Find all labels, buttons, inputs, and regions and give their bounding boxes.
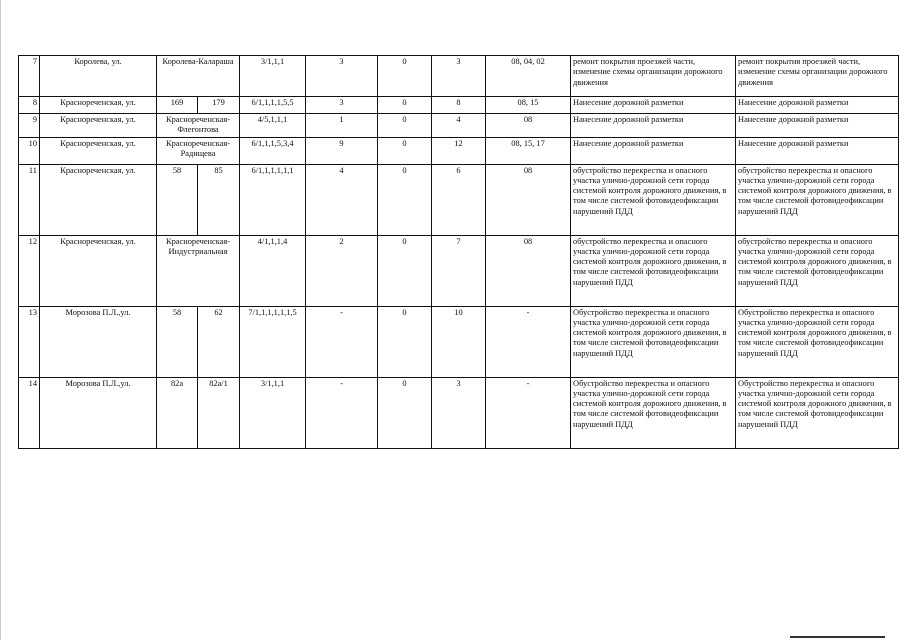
planned-works: Нанесение дорожной разметки (571, 114, 736, 138)
segment-to: 82а/1 (198, 377, 240, 448)
count-col-3: 8 (432, 97, 486, 114)
planned-works: Обустройство перекрестка и опасного участка улично-дорожной сети города системой контроля дорожного движения, в том числе системой фотовидеофиксации нарушений ПДД (571, 306, 736, 377)
composition-code: 6/1,1,1,1,1,1 (240, 164, 306, 235)
planned-works-alt: ремонт покрытия проезжей части, изменение схемы организации дорожного движения (736, 56, 899, 97)
row-number: 10 (19, 137, 40, 164)
table-body (19, 56, 899, 449)
street-name: Краснореченская, ул. (40, 114, 157, 138)
composition-code: 6/1,1,1,5,3,4 (240, 137, 306, 164)
count-col-3: 6 (432, 164, 486, 235)
planned-works-alt: Нанесение дорожной разметки (736, 137, 899, 164)
count-col-1: 2 (306, 235, 378, 306)
planned-works: обустройство перекрестка и опасного участка улично-дорожной сети города системой контроля дорожного движения, в том числе системой фотовидеофиксации нарушений ПДД (571, 235, 736, 306)
count-col-2: 0 (378, 377, 432, 448)
segment-to: 62 (198, 306, 240, 377)
count-col-1: 3 (306, 56, 378, 97)
count-col-2: 0 (378, 164, 432, 235)
street-name: Краснореченская, ул. (40, 97, 157, 114)
segment-from: 169 (157, 97, 198, 114)
street-name: Морозова П.Л.,ул. (40, 377, 157, 448)
planned-works-alt: обустройство перекрестка и опасного участка улично-дорожной сети города системой контроля дорожного движения, в том числе системой фотовидеофиксации нарушений ПДД (736, 235, 899, 306)
table-row (19, 377, 899, 448)
count-col-3: 12 (432, 137, 486, 164)
table-row (19, 97, 899, 114)
type-codes: - (486, 306, 571, 377)
row-number: 7 (19, 56, 40, 97)
count-col-3: 10 (432, 306, 486, 377)
count-col-2: 0 (378, 97, 432, 114)
count-col-2: 0 (378, 137, 432, 164)
table-row (19, 56, 899, 97)
count-col-3: 3 (432, 377, 486, 448)
composition-code: 3/1,1,1 (240, 377, 306, 448)
row-number: 11 (19, 164, 40, 235)
segment-range: Краснореченская-Индустриальная (157, 235, 240, 306)
count-col-3: 4 (432, 114, 486, 138)
composition-code: 4/1,1,1,4 (240, 235, 306, 306)
count-col-1: 1 (306, 114, 378, 138)
type-codes: 08 (486, 235, 571, 306)
table-row (19, 306, 899, 377)
segment-to: 85 (198, 164, 240, 235)
planned-works-alt: Нанесение дорожной разметки (736, 97, 899, 114)
street-name: Краснореченская, ул. (40, 235, 157, 306)
table-row (19, 114, 899, 138)
planned-works: Нанесение дорожной разметки (571, 97, 736, 114)
composition-code: 4/5,1,1,1 (240, 114, 306, 138)
planned-works-alt: Нанесение дорожной разметки (736, 114, 899, 138)
count-col-1: 4 (306, 164, 378, 235)
type-codes: 08, 15 (486, 97, 571, 114)
planned-works-alt: Обустройство перекрестка и опасного участка улично-дорожной сети города системой контроля дорожного движения, в том числе системой фотовидеофиксации нарушений ПДД (736, 306, 899, 377)
street-name: Королева, ул. (40, 56, 157, 97)
scan-edge (0, 0, 1, 640)
count-col-3: 3 (432, 56, 486, 97)
count-col-2: 0 (378, 235, 432, 306)
count-col-2: 0 (378, 56, 432, 97)
row-number: 9 (19, 114, 40, 138)
type-codes: 08, 04, 02 (486, 56, 571, 97)
road-works-table (18, 55, 899, 449)
type-codes: - (486, 377, 571, 448)
row-number: 13 (19, 306, 40, 377)
count-col-1: 9 (306, 137, 378, 164)
composition-code: 7/1,1,1,1,1,1,5 (240, 306, 306, 377)
count-col-2: 0 (378, 114, 432, 138)
segment-to: 179 (198, 97, 240, 114)
table-row (19, 235, 899, 306)
segment-range: Краснореченская-Флегонтова (157, 114, 240, 138)
table-row (19, 137, 899, 164)
row-number: 12 (19, 235, 40, 306)
type-codes: 08 (486, 114, 571, 138)
type-codes: 08, 15, 17 (486, 137, 571, 164)
count-col-1: - (306, 377, 378, 448)
planned-works: Нанесение дорожной разметки (571, 137, 736, 164)
count-col-2: 0 (378, 306, 432, 377)
count-col-3: 7 (432, 235, 486, 306)
scan-artifact (790, 636, 885, 638)
type-codes: 08 (486, 164, 571, 235)
street-name: Краснореченская, ул. (40, 164, 157, 235)
street-name: Краснореченская, ул. (40, 137, 157, 164)
street-name: Морозова П.Л.,ул. (40, 306, 157, 377)
planned-works-alt: обустройство перекрестка и опасного участка улично-дорожной сети города системой контроля дорожного движения, в том числе системой фотовидеофиксации нарушений ПДД (736, 164, 899, 235)
row-number: 14 (19, 377, 40, 448)
count-col-1: 3 (306, 97, 378, 114)
composition-code: 6/1,1,1,1,5,5 (240, 97, 306, 114)
planned-works: ремонт покрытия проезжей части, изменение схемы организации дорожного движения (571, 56, 736, 97)
segment-from: 58 (157, 164, 198, 235)
planned-works-alt: Обустройство перекрестка и опасного участка улично-дорожной сети города системой контроля дорожного движения, в том числе системой фотовидеофиксации нарушений ПДД (736, 377, 899, 448)
table-row (19, 164, 899, 235)
planned-works: обустройство перекрестка и опасного участка улично-дорожной сети города системой контроля дорожного движения, в том числе системой фотовидеофиксации нарушений ПДД (571, 164, 736, 235)
segment-range: Краснореченская-Радищева (157, 137, 240, 164)
segment-from: 82а (157, 377, 198, 448)
row-number: 8 (19, 97, 40, 114)
segment-from: 58 (157, 306, 198, 377)
composition-code: 3/1,1,1 (240, 56, 306, 97)
segment-range: Королева-Калараша (157, 56, 240, 97)
planned-works: Обустройство перекрестка и опасного участка улично-дорожной сети города системой контроля дорожного движения, в том числе системой фотовидеофиксации нарушений ПДД (571, 377, 736, 448)
count-col-1: - (306, 306, 378, 377)
